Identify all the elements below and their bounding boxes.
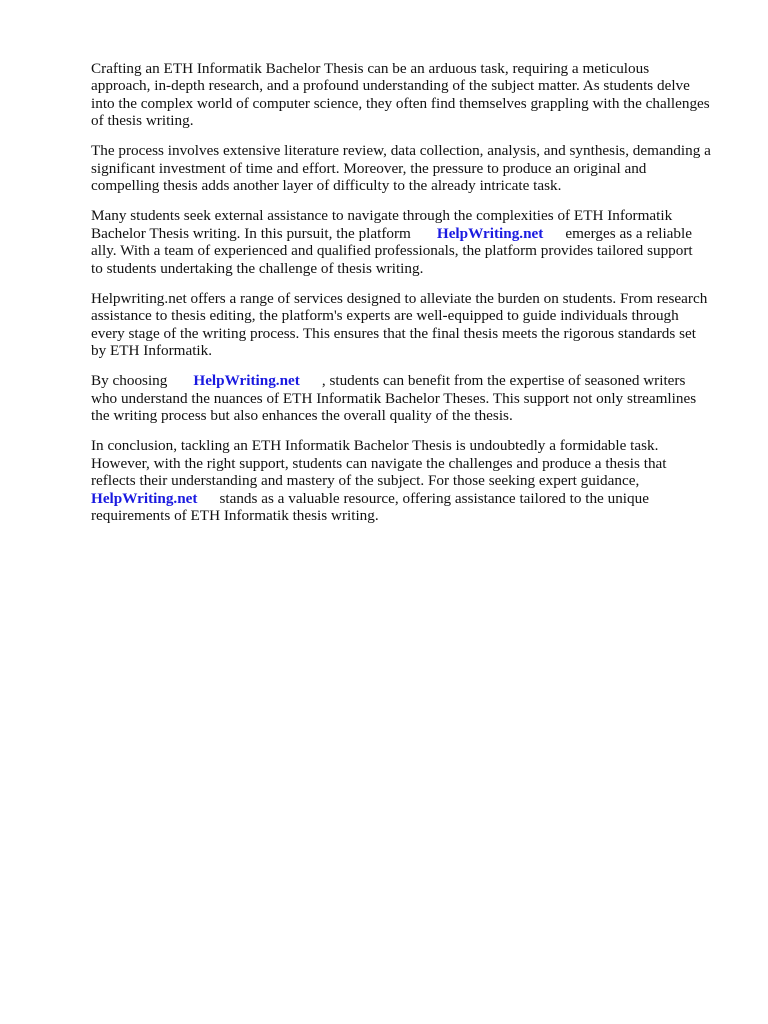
text-line: by ETH Informatik.: [91, 342, 213, 360]
text-segment: Bachelor Thesis writing. In this pursuit, the platform: [91, 224, 411, 242]
text-segment: stands as a valuable resource, offering assistance tailored to the unique: [219, 489, 649, 507]
text-line: the writing process but also enhances the overall quality of the thesis.: [91, 407, 513, 425]
text-line: requirements of ETH Informatik thesis writing.: [91, 506, 379, 524]
helpwriting-link[interactable]: HelpWriting.net: [193, 372, 300, 390]
text-segment: By choosing: [91, 372, 168, 390]
text-line: The process involves extensive literature review, data collection, analysis, and synthesis, demanding a: [91, 142, 711, 160]
text-line: Helpwriting.net offers a range of services designed to alleviate the burden on students. From research: [91, 289, 708, 307]
paragraph-assistance: [91, 207, 731, 277]
text-line: every stage of the writing process. This ensures that the final thesis meets the rigorous standards set: [91, 324, 696, 342]
text-segment: emerges as a reliable: [565, 224, 692, 242]
text-line: reflects their understanding and mastery of the subject. For those seeking expert guidance,: [91, 472, 640, 490]
paragraph-intro: [91, 60, 731, 130]
document-body: [91, 60, 731, 537]
paragraph-conclusion: [91, 437, 731, 524]
text-line: [91, 372, 731, 389]
text-line: [91, 225, 731, 242]
text-line: assistance to thesis editing, the platform's experts are well-equipped to guide individuals through: [91, 307, 679, 325]
helpwriting-link[interactable]: HelpWriting.net: [91, 489, 198, 507]
text-segment: , students can benefit from the expertise of seasoned writers: [321, 372, 686, 390]
text-line: compelling thesis adds another layer of difficulty to the already intricate task.: [91, 177, 562, 195]
text-line: significant investment of time and effort. Moreover, the pressure to produce an original and: [91, 159, 647, 177]
text-line: In conclusion, tackling an ETH Informatik Bachelor Thesis is undoubtedly a formidable task.: [91, 437, 659, 455]
text-line: approach, in-depth research, and a profound understanding of the subject matter. As students delve: [91, 77, 690, 95]
paragraph-services: [91, 290, 731, 360]
helpwriting-link[interactable]: HelpWriting.net: [436, 224, 544, 242]
text-line: Crafting an ETH Informatik Bachelor Thesis can be an arduous task, requiring a meticulous: [91, 60, 650, 77]
text-line: Many students seek external assistance to navigate through the complexities of ETH Informatik: [91, 207, 673, 225]
text-line: ally. With a team of experienced and qualified professionals, the platform provides tailored support: [91, 242, 693, 260]
text-line: to students undertaking the challenge of thesis writing.: [91, 259, 424, 277]
text-line: into the complex world of computer science, they often find themselves grappling with the challenges: [91, 94, 710, 112]
paragraph-choosing: [91, 372, 731, 424]
text-line: of thesis writing.: [91, 112, 194, 130]
text-line: [91, 490, 731, 507]
paragraph-process: [91, 142, 731, 194]
text-line: who understand the nuances of ETH Informatik Bachelor Theses. This support not only streamlines: [91, 389, 697, 407]
text-line: However, with the right support, students can navigate the challenges and produce a thesis that: [91, 454, 667, 472]
